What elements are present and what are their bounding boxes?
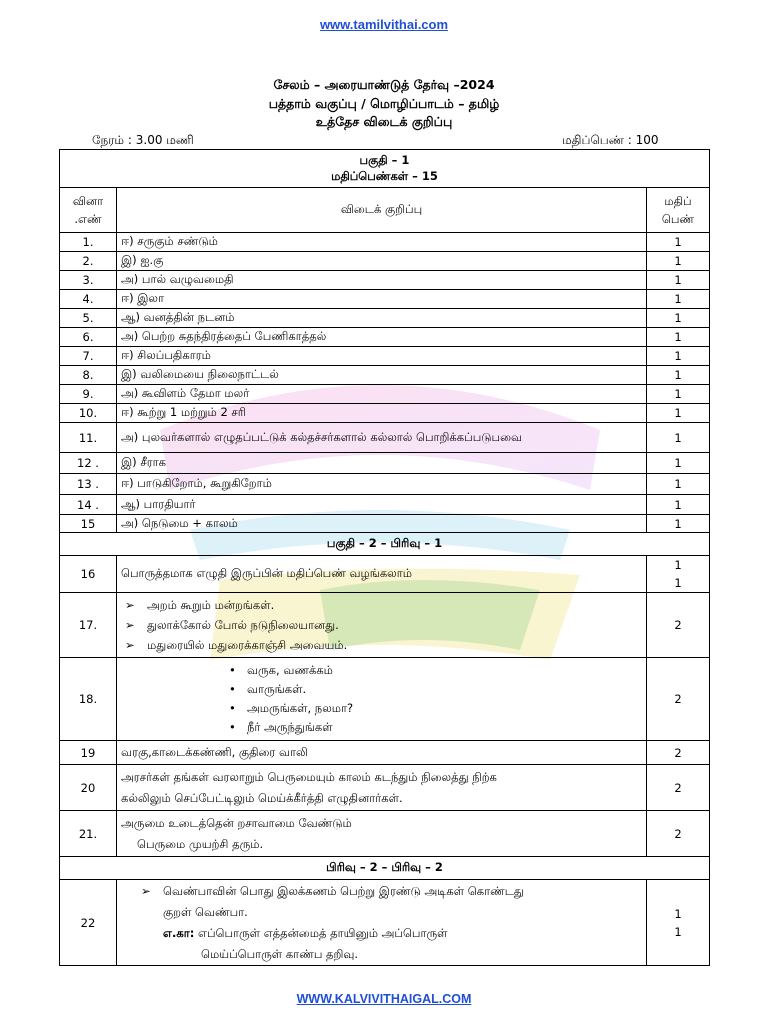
part1-title: பகுதி – 1 [359,152,410,167]
mark-value: 2 [647,811,710,857]
question-number: 9. [60,385,117,404]
question-number: 8. [60,366,117,385]
answer-line: பெருமை முயற்சி தரும். [137,836,264,851]
question-number: 5. [60,309,117,328]
list-item-text: நீர் அருந்துங்கள் [247,720,333,734]
arrow-bullet-icon: ➢ [125,598,135,612]
list-item-text: மதுரையில் மதுரைக்காஞ்சி அவையம். [147,638,348,652]
answer-text: ஆ) வனத்தின் நடனம் [117,309,647,328]
qno-header-line2: .எண் [74,212,102,226]
question-number: 16 [60,556,117,593]
q18-answer-list [121,661,642,737]
table-row [60,290,710,309]
arrow-bullet-icon: ➢ [141,883,151,898]
part2-section1-row [60,533,710,556]
table-row [60,811,710,857]
question-number: 7. [60,347,117,366]
answer-text: ஈ) இலா [117,290,647,309]
table-row [60,765,710,811]
part1-subtitle: மதிப்பெண்கள் – 15 [331,168,438,183]
mark-value: 1 [647,328,710,347]
question-number: 22 [60,880,117,966]
question-number: 4. [60,290,117,309]
table-row [60,556,710,593]
mark-header-line1: மதிப் [664,194,692,208]
part2-section1-title: பகுதி – 2 – பிரிவு – 1 [60,533,710,556]
answer-text: இ) சீராக [117,453,647,474]
mark-value: 1 [647,347,710,366]
bullet-icon: • [229,701,236,715]
mark-value: 1 [647,271,710,290]
table-row [60,271,710,290]
answer-line: அருமை உடைத்தென் றசாவாமை வேண்டும் [121,815,352,830]
answer-text: அ) புலவர்களால் எழுதப்பட்டுக் கல்தச்சர்களால் கல்லால் பொறிக்கப்படுபவை [117,423,647,453]
mark-value: 1 [647,474,710,495]
question-number: 6. [60,328,117,347]
mark-value: 1 [674,906,682,921]
mark-value: 2 [647,741,710,765]
bullet-icon: • [229,720,236,734]
answer-text: அ) பால் வழுவமைதி [117,271,647,290]
answer-text: ஈ) பாடுகிறோம், கூறுகிறோம் [117,474,647,495]
question-number: 2. [60,252,117,271]
answer-line: அரசர்கள் தங்கள் வரலாறும் பெருமையும் காலம் கடந்தும் நிலைத்து நிற்க [121,769,497,784]
time-info: நேரம் : 3.00 மணி [92,133,194,147]
mark-value: 2 [647,593,710,658]
site-link-bottom[interactable]: WWW.KALVIVITHAIGAL.COM [296,992,472,1006]
part2-section2-title: பிரிவு – 2 – பிரிவு – 2 [60,857,710,880]
answer-line: கல்லிலும் செப்பேட்டிலும் மெய்க்கீர்த்தி எழுதினார்கள். [121,790,403,805]
table-row [60,366,710,385]
mark-value: 1 [647,423,710,453]
bullet-icon: • [229,682,236,696]
bullet-icon: • [229,663,236,677]
mark-value: 2 [647,658,710,741]
answer-key-table [59,149,710,966]
answer-line: குறள் வெண்பா. [163,904,248,919]
table-row [60,453,710,474]
list-item-text: அமருங்கள், நலமா? [247,701,354,715]
table-row [60,474,710,495]
answer-text: ஈ) கூற்று 1 மற்றும் 2 சரி [117,404,647,423]
table-row [60,347,710,366]
qno-header-line1: வினா [72,194,104,208]
question-number: 11. [60,423,117,453]
arrow-bullet-icon: ➢ [125,618,135,632]
table-row [60,423,710,453]
table-row [60,880,710,966]
q17-answer-list [121,595,642,655]
question-number: 19 [60,741,117,765]
answer-text: பொருத்தமாக எழுதி இருப்பின் மதிப்பெண் வழங்கலாம் [117,556,647,593]
question-number: 21. [60,811,117,857]
list-item-text: அறம் கூறும் மன்றங்கள். [147,598,275,612]
answer-text: இ) ஐ.கு [117,252,647,271]
question-number: 12 . [60,453,117,474]
list-item-text: வருக, வணக்கம் [247,663,333,677]
mark-value: 1 [647,233,710,252]
question-number: 18. [60,658,117,741]
mark-value: 1 [647,515,710,533]
example-label: எ.கா: [163,925,195,940]
question-number: 20 [60,765,117,811]
table-row [60,515,710,533]
question-number: 1. [60,233,117,252]
site-link-top[interactable]: www.tamilvithai.com [319,17,449,32]
table-row [60,741,710,765]
mark-value: 1 [674,558,682,572]
mark-value: 1 [647,366,710,385]
answer-text: அ) கூவிளம் தேமா மலர் [117,385,647,404]
answer-line: எப்பொருள் எத்தன்மைத் தாயினும் அப்பொருள் [194,925,448,940]
list-item [229,699,642,718]
list-item-text: வாருங்கள். [247,682,307,696]
table-row [60,593,710,658]
answer-text: வரகு,காடைக்கண்ணி, குதிரை வாலி [117,741,647,765]
part2-section2-row [60,857,710,880]
mark-value: 1 [647,290,710,309]
mark-value: 1 [647,404,710,423]
column-header-row [60,188,710,233]
list-item [229,680,642,699]
question-number: 15 [60,515,117,533]
arrow-bullet-icon: ➢ [125,638,135,652]
mark-value: 1 [647,453,710,474]
list-item [229,661,642,680]
table-row [60,658,710,741]
mark-value: 1 [674,924,682,939]
answer-text: அ) பெற்ற சுதந்திரத்தைப் பேணிகாத்தல் [117,328,647,347]
table-row [60,385,710,404]
list-item [121,615,642,635]
part1-header-row [60,150,710,188]
list-item [121,595,642,615]
table-row [60,309,710,328]
list-item [229,718,642,737]
mark-value: 2 [647,765,710,811]
total-marks-info: மதிப்பெண் : 100 [562,133,659,147]
answer-text: ஈ) சருகும் சண்டும் [117,233,647,252]
mark-value: 1 [647,252,710,271]
table-row [60,328,710,347]
table-row [60,252,710,271]
question-number: 3. [60,271,117,290]
answer-line: வெண்பாவின் பொது இலக்கணம் பெற்று இரண்டு அடிகள் கொண்டது [163,883,524,898]
answer-text: இ) வலிமையை நிலைநாட்டல் [117,366,647,385]
table-row [60,495,710,515]
answer-text: ஆ) பாரதியார் [117,495,647,515]
mark-value: 1 [674,576,682,590]
answer-key-title: உத்தேச விடைக் குறிப்பு [315,114,453,129]
question-number: 17. [60,593,117,658]
mark-value: 1 [647,495,710,515]
answer-text: ஈ) சிலப்பதிகாரம் [117,347,647,366]
question-number: 10. [60,404,117,423]
question-number: 13 . [60,474,117,495]
answer-line: மெய்ப்பொருள் காண்ப தறிவு. [201,946,359,961]
question-number: 14 . [60,495,117,515]
answer-column-header: விடைக் குறிப்பு [117,188,647,233]
answer-text: அ) நெடுமை + காலம் [117,515,647,533]
mark-header-line2: பெண் [661,212,695,226]
mark-value: 1 [647,385,710,404]
table-row [60,233,710,252]
mark-value: 1 [647,309,710,328]
list-item [121,635,642,655]
table-row [60,404,710,423]
subject-title: பத்தாம் வகுப்பு / மொழிப்பாடம் – தமிழ் [268,96,500,111]
exam-title: சேலம் – அரையாண்டுத் தேர்வு –2024 [273,77,495,92]
list-item-text: துலாக்கோல் போல் நடுநிலையானது. [147,618,339,632]
